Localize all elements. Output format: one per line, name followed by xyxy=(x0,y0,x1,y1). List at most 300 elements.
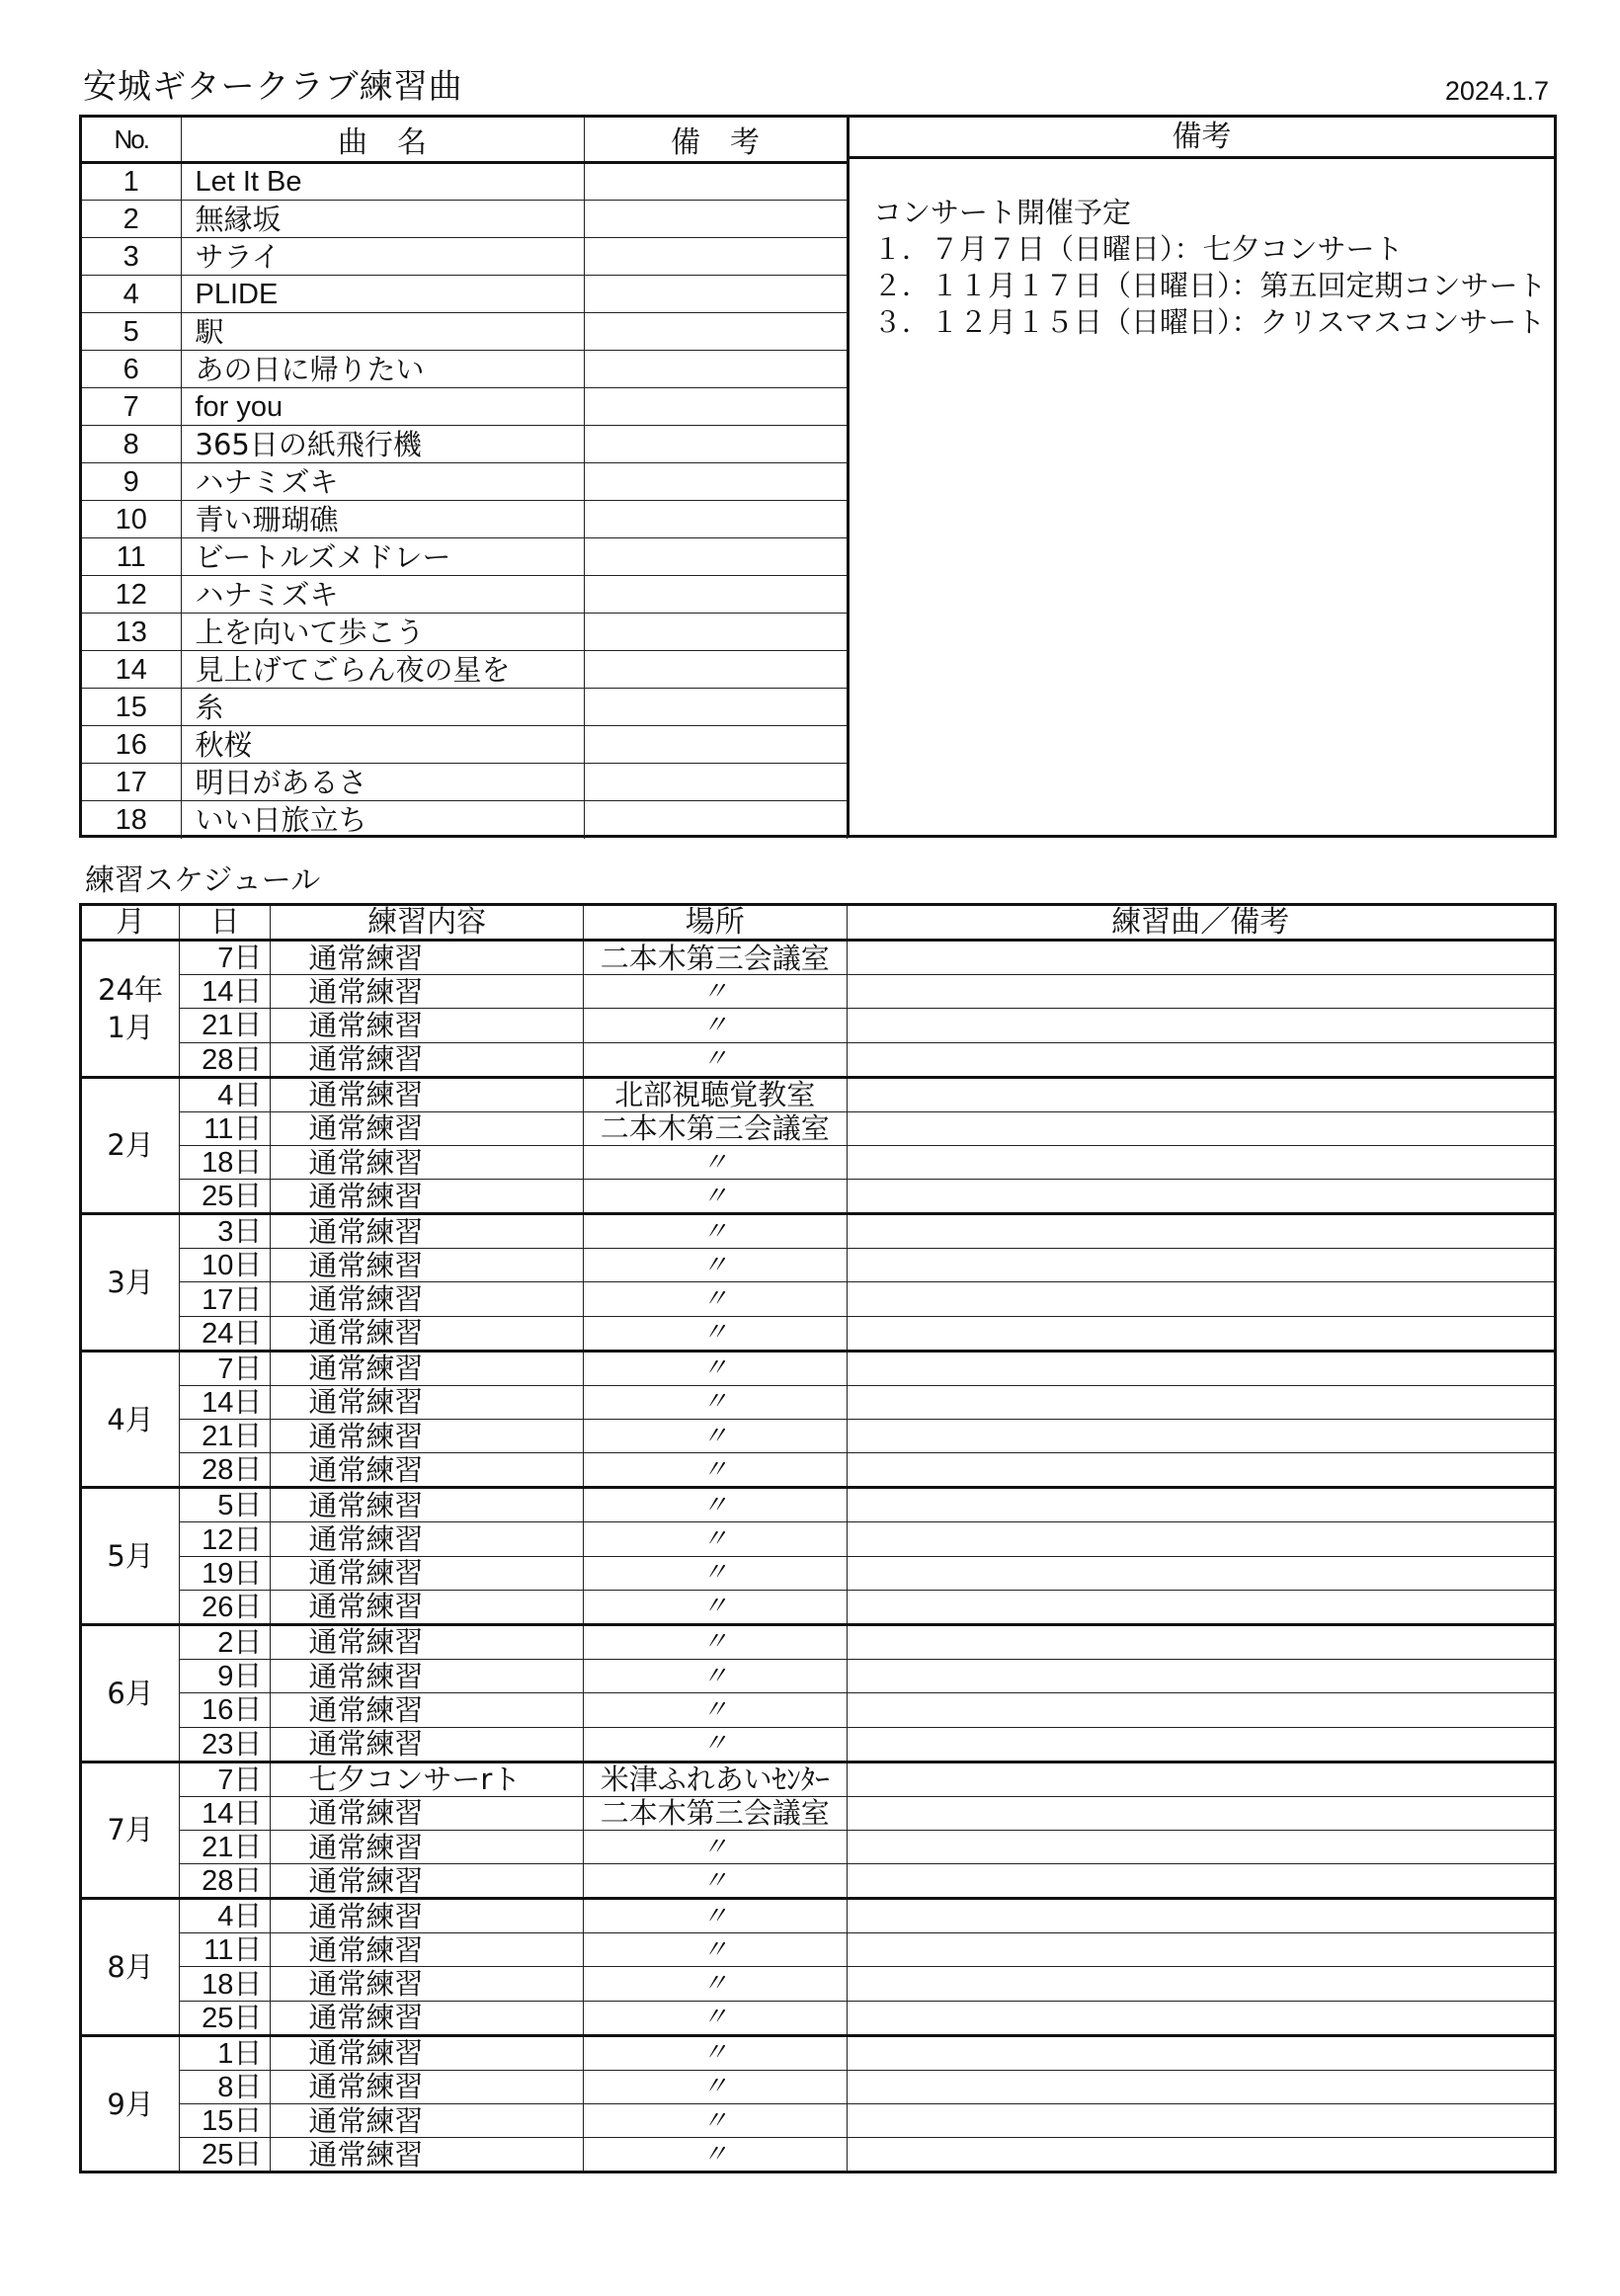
practice-place: 北部視聴覚教室 xyxy=(583,1077,847,1111)
schedule-row xyxy=(81,1077,1556,1111)
day-cell xyxy=(180,1933,271,1967)
schedule-caption: 練習スケジュール xyxy=(85,863,321,898)
schedule-row xyxy=(81,1590,1556,1624)
song-title: ビートルズメドレー xyxy=(181,538,584,576)
song-row xyxy=(82,426,847,463)
song-remarks xyxy=(584,276,847,313)
day-unit: 日 xyxy=(233,1419,263,1453)
schedule-row xyxy=(81,1488,1556,1522)
day-cell xyxy=(180,1453,271,1488)
schedule-row xyxy=(81,2138,1556,2173)
month-label: 8月 xyxy=(107,1949,154,1984)
practice-content: 通常練習 xyxy=(271,1967,584,2001)
day-number: 26 xyxy=(202,1591,234,1623)
song-number: 1 xyxy=(82,163,181,201)
practice-notes xyxy=(847,2104,1555,2138)
song-row xyxy=(82,501,847,538)
day-number: 25 xyxy=(202,2002,234,2034)
practice-content: 通常練習 xyxy=(271,1659,584,1692)
practice-notes xyxy=(847,1830,1555,1863)
day-unit: 日 xyxy=(233,1521,263,1556)
month-label: 3月 xyxy=(107,1265,154,1299)
song-remarks xyxy=(584,238,847,276)
practice-content: 通常練習 xyxy=(271,1453,584,1488)
day-unit: 日 xyxy=(233,2137,263,2172)
schedule-table xyxy=(79,903,1557,2173)
song-number: 9 xyxy=(82,463,181,501)
practice-place: 〃 xyxy=(583,975,847,1009)
song-number: 17 xyxy=(82,764,181,801)
notes-header: 備考 xyxy=(850,118,1554,159)
day-cell xyxy=(180,1899,271,1933)
day-unit: 日 xyxy=(233,1692,263,1727)
schedule-row xyxy=(81,1967,1556,2001)
song-remarks xyxy=(584,726,847,764)
song-title: for you xyxy=(181,388,584,426)
day-unit: 日 xyxy=(233,1762,263,1796)
concert-note-line: ３．１２月１５日（日曜日）：クリスマスコンサート xyxy=(873,305,1546,339)
practice-content: 通常練習 xyxy=(271,1351,584,1385)
day-number: 3 xyxy=(217,1216,234,1249)
day-unit: 日 xyxy=(233,1966,263,2001)
schedule-row xyxy=(81,1556,1556,1590)
month-label: 7月 xyxy=(107,1813,154,1847)
practice-notes xyxy=(847,1111,1555,1145)
day-unit: 日 xyxy=(233,1008,263,1042)
practice-content: 通常練習 xyxy=(271,1796,584,1830)
practice-content: 通常練習 xyxy=(271,1727,584,1762)
song-title: Let It Be xyxy=(181,163,584,201)
practice-content: 通常練習 xyxy=(271,1145,584,1179)
practice-content: 通常練習 xyxy=(271,1556,584,1590)
schedule-row xyxy=(81,1009,1556,1042)
practice-place: 〃 xyxy=(583,1214,847,1249)
schedule-row xyxy=(81,1316,1556,1351)
songs-list xyxy=(82,163,847,839)
song-number: 8 xyxy=(82,426,181,463)
practice-notes xyxy=(847,1762,1555,1796)
practice-content: 通常練習 xyxy=(271,2035,584,2070)
page-title: 安城ギタークラブ練習曲 xyxy=(83,67,463,107)
song-remarks xyxy=(584,801,847,839)
song-remarks xyxy=(584,651,847,689)
day-number: 11 xyxy=(203,1112,234,1145)
practice-notes xyxy=(847,1967,1555,2001)
practice-notes xyxy=(847,2001,1555,2035)
month-year-label: 24年 xyxy=(98,972,164,1007)
day-number: 21 xyxy=(202,1832,234,1863)
day-number: 25 xyxy=(202,1181,234,1213)
song-remarks xyxy=(584,689,847,726)
schedule-row xyxy=(81,1796,1556,1830)
day-number: 28 xyxy=(202,1454,234,1487)
header-place: 場所 xyxy=(583,905,847,941)
song-title: 見上げてごらん夜の星を xyxy=(181,651,584,689)
practice-content: 通常練習 xyxy=(271,1009,584,1042)
day-cell xyxy=(180,1145,271,1179)
song-number: 14 xyxy=(82,651,181,689)
practice-content: 七夕コンサーrト xyxy=(271,1762,584,1796)
practice-content: 通常練習 xyxy=(271,1077,584,1111)
song-row xyxy=(82,313,847,351)
day-number: 24 xyxy=(202,1317,234,1350)
schedule-row xyxy=(81,1727,1556,1762)
practice-notes xyxy=(847,1042,1555,1077)
day-cell xyxy=(180,1796,271,1830)
song-row xyxy=(82,276,847,313)
song-number: 3 xyxy=(82,238,181,276)
day-unit: 日 xyxy=(233,1351,263,1385)
day-unit: 日 xyxy=(233,1042,263,1076)
day-cell xyxy=(180,1420,271,1453)
song-row xyxy=(82,651,847,689)
month-label: 5月 xyxy=(107,1539,154,1574)
schedule-row xyxy=(81,975,1556,1009)
day-cell xyxy=(180,1659,271,1692)
song-number: 10 xyxy=(82,501,181,538)
practice-content: 通常練習 xyxy=(271,1111,584,1145)
day-number: 2 xyxy=(217,1626,234,1659)
song-title: 駅 xyxy=(181,313,584,351)
practice-content: 通常練習 xyxy=(271,1042,584,1077)
practice-place: 〃 xyxy=(583,1693,847,1727)
song-remarks xyxy=(584,463,847,501)
practice-notes xyxy=(847,1385,1555,1419)
schedule-row xyxy=(81,1420,1556,1453)
schedule-list xyxy=(81,941,1556,2173)
practice-notes xyxy=(847,2070,1555,2103)
practice-place: 〃 xyxy=(583,1522,847,1556)
month-cell xyxy=(81,1351,180,1488)
practice-place: 〃 xyxy=(583,1351,847,1385)
practice-content: 通常練習 xyxy=(271,1385,584,1419)
practice-place: 〃 xyxy=(583,1899,847,1933)
song-title: 365日の紙飛行機 xyxy=(181,426,584,463)
practice-place: 〃 xyxy=(583,1727,847,1762)
day-number: 4 xyxy=(217,1079,234,1111)
schedule-row xyxy=(81,1899,1556,1933)
practice-place: 〃 xyxy=(583,1590,847,1624)
day-unit: 日 xyxy=(233,2103,263,2138)
song-title: ハナミズキ xyxy=(181,576,584,614)
practice-content: 通常練習 xyxy=(271,1420,584,1453)
practice-place: 〃 xyxy=(583,1830,847,1863)
practice-notes xyxy=(847,1249,1555,1282)
practice-place: 〃 xyxy=(583,1042,847,1077)
day-unit: 日 xyxy=(233,1932,263,1967)
day-cell xyxy=(180,1385,271,1419)
month-cell xyxy=(81,941,180,1078)
day-number: 19 xyxy=(202,1557,234,1590)
day-unit: 日 xyxy=(233,974,263,1009)
practice-notes xyxy=(847,1933,1555,1967)
month-label: 6月 xyxy=(107,1676,154,1710)
song-title: 上を向いて歩こう xyxy=(181,614,584,651)
practice-place: 〃 xyxy=(583,1180,847,1214)
practice-place: 二本木第三会議室 xyxy=(583,941,847,975)
schedule-row xyxy=(81,1933,1556,1967)
practice-notes xyxy=(847,1864,1555,1899)
day-cell xyxy=(180,1077,271,1111)
practice-content: 通常練習 xyxy=(271,1249,584,1282)
practice-notes xyxy=(847,1420,1555,1453)
practice-content: 通常練習 xyxy=(271,2070,584,2103)
schedule-row xyxy=(81,1453,1556,1488)
day-cell xyxy=(180,1693,271,1727)
day-number: 7 xyxy=(217,943,234,974)
song-row xyxy=(82,201,847,238)
practice-content: 通常練習 xyxy=(271,1864,584,1899)
practice-place: 〃 xyxy=(583,1282,847,1316)
practice-place: 〃 xyxy=(583,2035,847,2070)
day-cell xyxy=(180,1830,271,1863)
day-unit: 日 xyxy=(233,1111,263,1145)
song-row xyxy=(82,689,847,726)
schedule-row xyxy=(81,2035,1556,2070)
songs-header-row xyxy=(82,118,847,163)
practice-notes xyxy=(847,1282,1555,1316)
schedule-row xyxy=(81,1659,1556,1692)
song-remarks xyxy=(584,538,847,576)
month-label: 9月 xyxy=(107,2087,154,2121)
practice-content: 通常練習 xyxy=(271,2138,584,2173)
song-number: 2 xyxy=(82,201,181,238)
practice-notes xyxy=(847,1796,1555,1830)
practice-content: 通常練習 xyxy=(271,1488,584,1522)
day-number: 1 xyxy=(217,2037,234,2070)
practice-notes xyxy=(847,1727,1555,1762)
day-number: 21 xyxy=(202,1421,234,1453)
song-number: 13 xyxy=(82,614,181,651)
song-title: 明日があるさ xyxy=(181,764,584,801)
song-title: 糸 xyxy=(181,689,584,726)
day-cell xyxy=(180,1180,271,1214)
schedule-row xyxy=(81,1385,1556,1419)
header-remarks: 備 考 xyxy=(584,118,847,163)
practice-content: 通常練習 xyxy=(271,975,584,1009)
header-month: 月 xyxy=(81,905,180,941)
practice-content: 通常練習 xyxy=(271,2001,584,2035)
schedule-row xyxy=(81,1624,1556,1659)
document-date: 2024.1.7 xyxy=(1444,76,1549,106)
day-unit: 日 xyxy=(233,1899,263,1933)
day-cell xyxy=(180,1864,271,1899)
practice-place: 〃 xyxy=(583,1145,847,1179)
day-number: 21 xyxy=(202,1010,234,1042)
practice-notes xyxy=(847,1145,1555,1179)
practice-content: 通常練習 xyxy=(271,2104,584,2138)
day-cell xyxy=(180,1214,271,1249)
practice-place: 〃 xyxy=(583,1556,847,1590)
day-number: 8 xyxy=(217,2071,234,2103)
schedule-row xyxy=(81,1042,1556,1077)
song-number: 12 xyxy=(82,576,181,614)
song-row xyxy=(82,163,847,201)
practice-place: 〃 xyxy=(583,1967,847,2001)
schedule-row xyxy=(81,1693,1556,1727)
schedule-row xyxy=(81,941,1556,975)
header-notes: 練習曲／備考 xyxy=(847,905,1555,941)
month-cell xyxy=(81,1214,180,1352)
header-content: 練習内容 xyxy=(271,905,584,941)
day-unit: 日 xyxy=(233,2035,263,2070)
day-cell xyxy=(180,1556,271,1590)
practice-content: 通常練習 xyxy=(271,1624,584,1659)
song-title: 秋桜 xyxy=(181,726,584,764)
day-unit: 日 xyxy=(233,1863,263,1898)
day-cell xyxy=(180,2138,271,2173)
song-number: 5 xyxy=(82,313,181,351)
schedule-row xyxy=(81,1214,1556,1249)
schedule-row xyxy=(81,1249,1556,1282)
song-remarks xyxy=(584,614,847,651)
day-number: 28 xyxy=(202,1043,234,1076)
day-unit: 日 xyxy=(233,1077,263,1111)
practice-notes xyxy=(847,1180,1555,1214)
song-remarks xyxy=(584,388,847,426)
header-song-title: 曲 名 xyxy=(181,118,584,163)
practice-notes xyxy=(847,1077,1555,1111)
day-number: 14 xyxy=(202,1797,234,1830)
song-row xyxy=(82,764,847,801)
month-label: 2月 xyxy=(107,1128,154,1163)
day-unit: 日 xyxy=(233,1488,263,1522)
practice-content: 通常練習 xyxy=(271,1693,584,1727)
day-number: 10 xyxy=(202,1250,234,1282)
song-number: 4 xyxy=(82,276,181,313)
day-number: 18 xyxy=(202,1968,234,2001)
day-unit: 日 xyxy=(233,941,263,974)
practice-notes xyxy=(847,975,1555,1009)
schedule-row xyxy=(81,1864,1556,1899)
schedule-row xyxy=(81,1180,1556,1214)
songs-panel xyxy=(79,115,1557,838)
month-cell xyxy=(81,1488,180,1625)
day-unit: 日 xyxy=(233,2001,263,2034)
song-title: あの日に帰りたい xyxy=(181,351,584,388)
practice-notes xyxy=(847,1453,1555,1488)
day-unit: 日 xyxy=(233,1624,263,1659)
day-cell xyxy=(180,975,271,1009)
practice-content: 通常練習 xyxy=(271,1899,584,1933)
month-cell xyxy=(81,1624,180,1762)
day-cell xyxy=(180,2104,271,2138)
schedule-row xyxy=(81,1762,1556,1796)
practice-notes xyxy=(847,1522,1555,1556)
month-label: 1月 xyxy=(107,1010,154,1044)
schedule-row xyxy=(81,1830,1556,1863)
schedule-row xyxy=(81,1522,1556,1556)
day-unit: 日 xyxy=(233,1214,263,1249)
song-row xyxy=(82,801,847,839)
song-row xyxy=(82,388,847,426)
song-row xyxy=(82,576,847,614)
songs-table xyxy=(82,118,848,839)
day-unit: 日 xyxy=(233,1590,263,1623)
day-number: 9 xyxy=(217,1661,234,1693)
song-title: いい日旅立ち xyxy=(181,801,584,839)
practice-notes xyxy=(847,1009,1555,1042)
practice-place: 〃 xyxy=(583,1316,847,1351)
day-cell xyxy=(180,1488,271,1522)
song-remarks xyxy=(584,351,847,388)
month-cell xyxy=(81,1077,180,1214)
song-remarks xyxy=(584,313,847,351)
day-cell xyxy=(180,2070,271,2103)
practice-notes xyxy=(847,1899,1555,1933)
day-unit: 日 xyxy=(233,1659,263,1693)
practice-place: 〃 xyxy=(583,1420,847,1453)
day-unit: 日 xyxy=(233,1556,263,1590)
practice-place: 〃 xyxy=(583,1385,847,1419)
practice-notes xyxy=(847,1693,1555,1727)
practice-notes xyxy=(847,1351,1555,1385)
day-cell xyxy=(180,1111,271,1145)
practice-place: 〃 xyxy=(583,1453,847,1488)
schedule-row xyxy=(81,1145,1556,1179)
song-number: 16 xyxy=(82,726,181,764)
day-unit: 日 xyxy=(233,1385,263,1419)
day-cell xyxy=(180,1762,271,1796)
practice-content: 通常練習 xyxy=(271,1590,584,1624)
schedule-row xyxy=(81,2104,1556,2138)
song-number: 6 xyxy=(82,351,181,388)
day-unit: 日 xyxy=(233,1145,263,1180)
song-row xyxy=(82,726,847,764)
practice-place: 米津ふれあいｾﾝﾀｰ xyxy=(583,1762,847,1796)
day-unit: 日 xyxy=(233,1179,263,1213)
day-number: 15 xyxy=(202,2105,234,2138)
day-number: 7 xyxy=(217,1353,234,1385)
day-number: 16 xyxy=(202,1694,234,1727)
practice-place: 〃 xyxy=(583,1933,847,1967)
practice-content: 通常練習 xyxy=(271,1282,584,1316)
song-title: 青い珊瑚礁 xyxy=(181,501,584,538)
practice-place: 〃 xyxy=(583,1659,847,1692)
day-number: 11 xyxy=(203,1934,234,1967)
day-unit: 日 xyxy=(233,1452,263,1487)
song-number: 18 xyxy=(82,801,181,839)
schedule-row xyxy=(81,2070,1556,2103)
practice-content: 通常練習 xyxy=(271,1180,584,1214)
day-unit: 日 xyxy=(233,1316,263,1350)
song-row xyxy=(82,463,847,501)
practice-place: 〃 xyxy=(583,2104,847,2138)
song-number: 11 xyxy=(82,538,181,576)
song-title: 無縁坂 xyxy=(181,201,584,238)
song-remarks xyxy=(584,426,847,463)
song-title: PLIDE xyxy=(181,276,584,313)
practice-place: 〃 xyxy=(583,2001,847,2035)
month-cell xyxy=(81,1899,180,2036)
day-unit: 日 xyxy=(233,1830,263,1863)
day-cell xyxy=(180,1967,271,2001)
song-number: 7 xyxy=(82,388,181,426)
practice-content: 通常練習 xyxy=(271,1214,584,1249)
concert-note-line: １．７月７日（日曜日）：七夕コンサート xyxy=(873,232,1404,266)
day-number: 7 xyxy=(217,1763,234,1796)
day-cell xyxy=(180,1624,271,1659)
song-remarks xyxy=(584,163,847,201)
day-cell xyxy=(180,1042,271,1077)
practice-content: 通常練習 xyxy=(271,1933,584,1967)
day-number: 23 xyxy=(202,1728,234,1761)
day-cell xyxy=(180,1009,271,1042)
month-label: 4月 xyxy=(107,1402,154,1436)
day-number: 5 xyxy=(217,1490,234,1522)
day-number: 17 xyxy=(202,1283,234,1316)
notes-panel xyxy=(847,118,1554,835)
